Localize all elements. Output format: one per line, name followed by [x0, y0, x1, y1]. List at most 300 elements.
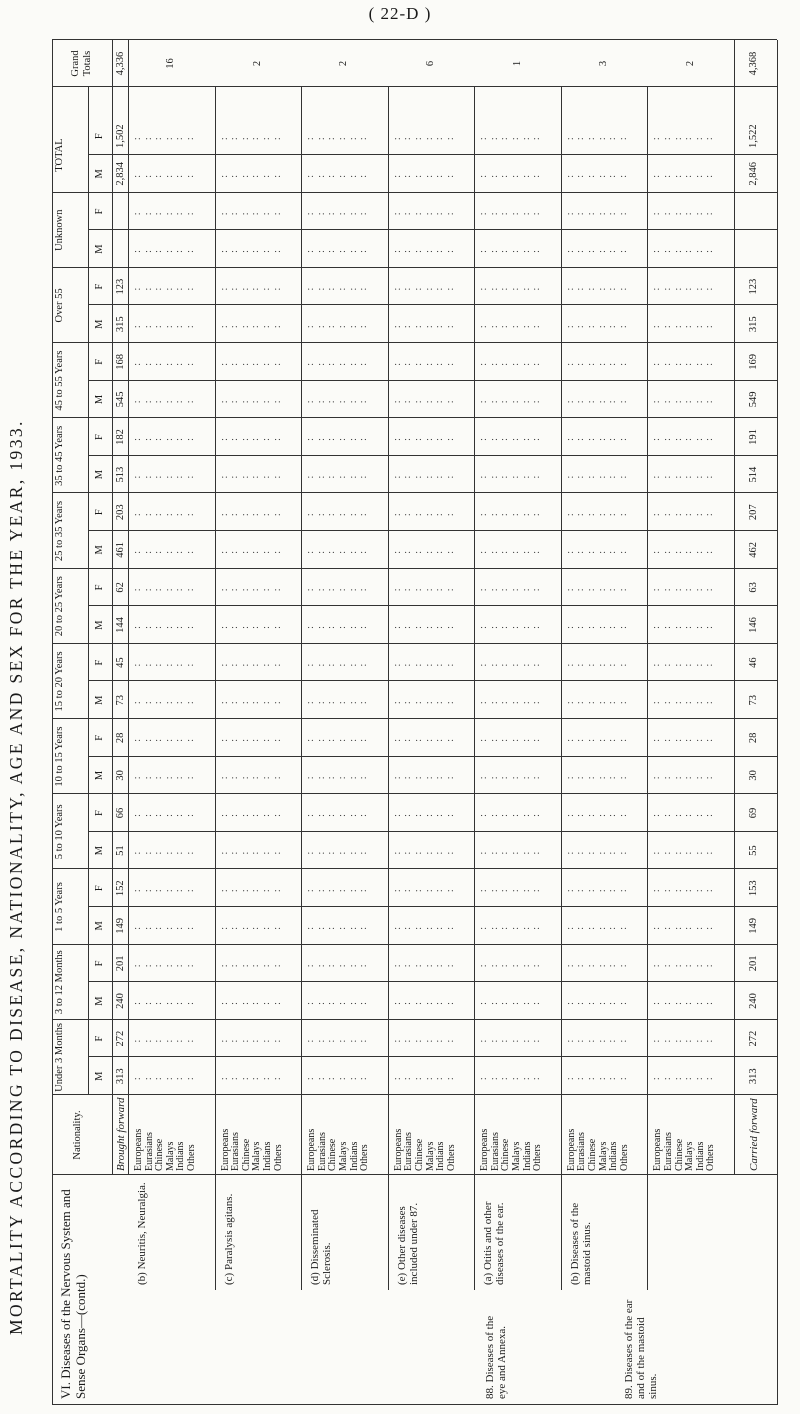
empty-cell-dots: :	[520, 207, 532, 216]
f-header: F	[94, 960, 105, 967]
empty-cell-dots: :	[607, 621, 619, 629]
empty-cell-dots: :	[391, 395, 403, 404]
empty-cell-dots: :	[358, 884, 370, 893]
empty-cell-dots: :	[531, 658, 543, 667]
empty-cell-dots: :	[704, 809, 716, 817]
empty-cell-dots: :	[499, 884, 511, 893]
empty-cell-dots: :	[347, 997, 359, 1005]
empty-cell-dots: :	[586, 884, 598, 893]
f-header: F	[94, 208, 105, 215]
empty-cell-dots: :	[531, 1034, 543, 1043]
nationality-name: Indians	[348, 1141, 360, 1171]
empty-cell-dots: :	[651, 621, 663, 629]
empty-cell-dots: :	[153, 245, 165, 253]
empty-cell-dots: :	[402, 169, 414, 178]
empty-cell-dots: :	[683, 508, 695, 517]
empty-cell-dots: :	[412, 282, 424, 291]
empty-cell-dots: :	[229, 997, 241, 1005]
empty-cell-dots: :	[575, 545, 587, 554]
empty-cell-dots: :	[662, 545, 674, 554]
empty-cell-dots: :	[586, 696, 598, 705]
brought-forward-value: 2,834	[115, 162, 126, 186]
empty-cell-dots: :	[575, 959, 587, 968]
empty-cell-dots: :	[586, 658, 598, 667]
empty-cell-dots: :	[651, 1034, 663, 1043]
empty-cell-dots: :	[662, 696, 674, 705]
empty-cell-dots: :	[662, 621, 674, 629]
empty-cell-dots: :	[704, 470, 716, 479]
empty-cell-dots: :	[564, 583, 576, 592]
empty-cell-dots: :	[672, 282, 684, 291]
empty-cell-dots: :	[617, 282, 629, 291]
empty-cell-dots: :	[596, 282, 608, 291]
brought-forward-value: 201	[115, 955, 126, 972]
nationality-name: Malays	[684, 1141, 696, 1171]
empty-cell-dots: :	[575, 169, 587, 178]
rule-v	[52, 39, 777, 40]
empty-cell-dots: :	[586, 583, 598, 592]
empty-cell-dots: :	[358, 771, 370, 780]
empty-cell-dots: :	[423, 959, 435, 968]
empty-cell-dots: :	[596, 320, 608, 329]
empty-cell-dots: :	[153, 470, 165, 479]
empty-cell-dots: :	[142, 320, 154, 329]
empty-cell-dots: :	[478, 545, 490, 554]
empty-cell-dots: :	[423, 1072, 435, 1081]
empty-cell-dots: :	[564, 169, 576, 178]
empty-cell-dots: :	[617, 320, 629, 329]
empty-cell-dots: :	[218, 921, 230, 930]
empty-cell-dots: :	[336, 433, 348, 441]
empty-cell-dots: :	[478, 696, 490, 705]
empty-cell-dots: :	[347, 921, 359, 930]
empty-cell-dots: :	[423, 809, 435, 817]
empty-cell-dots: :	[271, 508, 283, 517]
empty-cell-dots: :	[596, 809, 608, 817]
empty-cell-dots: :	[586, 771, 598, 780]
empty-cell-dots: :	[672, 921, 684, 930]
empty-cell-dots: :	[132, 433, 143, 441]
empty-cell-dots: :	[693, 245, 705, 253]
empty-cell-dots: :	[336, 846, 348, 855]
empty-cell-dots: :	[347, 771, 359, 780]
empty-cell-dots: :	[596, 395, 608, 404]
empty-cell-dots: :	[478, 621, 490, 629]
empty-cell-dots: :	[683, 696, 695, 705]
empty-cell-dots: :	[358, 282, 370, 291]
empty-cell-dots: :	[704, 696, 716, 705]
nationality-name: Chinese	[587, 1138, 599, 1171]
empty-cell-dots: :	[434, 621, 446, 629]
empty-cell-dots: :	[271, 809, 283, 817]
empty-cell-dots: :	[402, 1034, 414, 1043]
empty-cell-dots: :	[434, 658, 446, 667]
empty-cell-dots: :	[153, 809, 165, 817]
disease-name: (a) Otitis and other diseases of the ear.	[482, 1201, 507, 1285]
empty-cell-dots: :	[444, 809, 456, 817]
empty-cell-dots: :	[402, 959, 414, 968]
empty-cell-dots: :	[260, 884, 272, 893]
empty-cell-dots: :	[271, 583, 283, 592]
f-header: F	[94, 434, 105, 440]
empty-cell-dots: :	[402, 282, 414, 291]
empty-cell-dots: :	[336, 997, 348, 1005]
empty-cell-dots: :	[185, 921, 196, 930]
empty-cell-dots: :	[434, 132, 446, 141]
carried-forward-value: 169	[748, 353, 759, 370]
empty-cell-dots: :	[520, 771, 532, 780]
empty-cell-dots: :	[488, 771, 500, 780]
nationality-name: Indians	[608, 1141, 620, 1171]
empty-cell-dots: :	[174, 169, 186, 178]
carried-forward-value: 153	[748, 880, 759, 897]
empty-cell-dots: :	[153, 921, 165, 930]
empty-cell-dots: :	[185, 696, 196, 705]
empty-cell-dots: :	[412, 433, 424, 441]
empty-cell-dots: :	[672, 771, 684, 780]
empty-cell-dots: :	[704, 658, 716, 667]
empty-cell-dots: :	[315, 207, 327, 216]
empty-cell-dots: :	[423, 207, 435, 216]
empty-cell-dots: :	[607, 508, 619, 517]
empty-cell-dots: :	[218, 621, 230, 629]
empty-cell-dots: :	[271, 1034, 283, 1043]
empty-cell-dots: :	[510, 959, 522, 968]
empty-cell-dots: :	[693, 470, 705, 479]
empty-cell-dots: :	[402, 470, 414, 479]
empty-cell-dots: :	[617, 132, 629, 141]
rule-h	[388, 87, 389, 1290]
empty-cell-dots: :	[672, 809, 684, 817]
empty-cell-dots: :	[617, 884, 629, 893]
empty-cell-dots: :	[132, 132, 143, 141]
empty-cell-dots: :	[326, 433, 338, 441]
empty-cell-dots: :	[607, 997, 619, 1005]
mortality-table	[52, 40, 777, 1405]
empty-cell-dots: :	[336, 884, 348, 893]
empty-cell-dots: :	[617, 433, 629, 441]
empty-cell-dots: :	[564, 658, 576, 667]
empty-cell-dots: :	[260, 658, 272, 667]
empty-cell-dots: :	[444, 696, 456, 705]
empty-cell-dots: :	[347, 846, 359, 855]
empty-cell-dots: :	[444, 132, 456, 141]
empty-cell-dots: :	[662, 583, 674, 592]
age-group-header: Unknown	[54, 209, 65, 251]
empty-cell-dots: :	[531, 959, 543, 968]
empty-cell-dots: :	[510, 884, 522, 893]
empty-cell-dots: :	[185, 470, 196, 479]
empty-cell-dots: :	[174, 621, 186, 629]
empty-cell-dots: :	[564, 1072, 576, 1081]
empty-cell-dots: :	[347, 132, 359, 141]
empty-cell-dots: :	[488, 433, 500, 441]
empty-cell-dots: :	[510, 357, 522, 366]
empty-cell-dots: :	[163, 282, 175, 291]
empty-cell-dots: :	[326, 846, 338, 855]
empty-cell-dots: :	[142, 433, 154, 441]
empty-cell-dots: :	[412, 658, 424, 667]
empty-cell-dots: :	[510, 658, 522, 667]
age-group-header: TOTAL	[54, 138, 65, 172]
empty-cell-dots: :	[662, 207, 674, 216]
empty-cell-dots: :	[347, 282, 359, 291]
empty-cell-dots: :	[488, 959, 500, 968]
empty-cell-dots: :	[662, 470, 674, 479]
empty-cell-dots: :	[510, 921, 522, 930]
empty-cell-dots: :	[531, 169, 543, 178]
empty-cell-dots: :	[683, 207, 695, 216]
empty-cell-dots: :	[358, 169, 370, 178]
empty-cell-dots: :	[185, 545, 196, 554]
empty-cell-dots: :	[607, 320, 619, 329]
empty-cell-dots: :	[153, 132, 165, 141]
nationality-name: Chinese	[240, 1138, 252, 1171]
f-header: F	[94, 885, 105, 892]
empty-cell-dots: :	[412, 320, 424, 329]
empty-cell-dots: :	[402, 583, 414, 592]
carried-forward-value: 55	[748, 845, 759, 856]
empty-cell-dots: :	[260, 169, 272, 178]
empty-cell-dots: :	[271, 696, 283, 705]
empty-cell-dots: :	[391, 921, 403, 930]
carried-forward-value: 514	[748, 466, 759, 483]
empty-cell-dots: :	[510, 132, 522, 141]
empty-cell-dots: :	[423, 621, 435, 629]
carried-forward-value: 240	[748, 993, 759, 1009]
empty-cell-dots: :	[142, 733, 154, 742]
empty-cell-dots: :	[672, 1072, 684, 1081]
m-header: M	[94, 996, 105, 1006]
age-group-header: 5 to 10 Years	[54, 804, 65, 860]
nationality-name: Eurasians	[230, 1132, 242, 1171]
rule-h	[474, 87, 475, 1290]
empty-cell-dots: :	[153, 1034, 165, 1043]
empty-cell-dots: :	[478, 433, 490, 441]
empty-cell-dots: :	[444, 545, 456, 554]
empty-cell-dots: :	[617, 207, 629, 216]
empty-cell-dots: :	[250, 809, 262, 817]
group-grand-total: 3	[598, 60, 610, 67]
empty-cell-dots: :	[185, 169, 196, 178]
empty-cell-dots: :	[672, 470, 684, 479]
empty-cell-dots: :	[142, 1034, 154, 1043]
nationality-name: Malays	[424, 1141, 436, 1171]
empty-cell-dots: :	[520, 959, 532, 968]
empty-cell-dots: :	[174, 959, 186, 968]
empty-cell-dots: :	[185, 132, 196, 141]
empty-cell-dots: :	[239, 395, 251, 404]
empty-cell-dots: :	[163, 959, 175, 968]
empty-cell-dots: :	[444, 959, 456, 968]
empty-cell-dots: :	[596, 207, 608, 216]
empty-cell-dots: :	[315, 169, 327, 178]
empty-cell-dots: :	[250, 621, 262, 629]
nationality-name: Others	[272, 1144, 284, 1171]
empty-cell-dots: :	[218, 169, 230, 178]
empty-cell-dots: :	[260, 132, 272, 141]
empty-cell-dots: :	[564, 809, 576, 817]
page-number: ( 22-D )	[368, 4, 432, 23]
empty-cell-dots: :	[326, 320, 338, 329]
empty-cell-dots: :	[163, 395, 175, 404]
empty-cell-dots: :	[510, 433, 522, 441]
empty-cell-dots: :	[704, 132, 716, 141]
empty-cell-dots: :	[617, 733, 629, 742]
empty-cell-dots: :	[305, 433, 317, 441]
empty-cell-dots: :	[520, 733, 532, 742]
empty-cell-dots: :	[586, 1034, 598, 1043]
empty-cell-dots: :	[499, 1072, 511, 1081]
nationality-name: Chinese	[154, 1138, 166, 1171]
empty-cell-dots: :	[347, 733, 359, 742]
empty-cell-dots: :	[607, 132, 619, 141]
carried-forward-value: 146	[748, 617, 759, 633]
empty-cell-dots: :	[478, 169, 490, 178]
carried-forward-value: 313	[748, 1068, 759, 1085]
empty-cell-dots: :	[662, 169, 674, 178]
empty-cell-dots: :	[683, 884, 695, 893]
empty-cell-dots: :	[132, 733, 143, 742]
empty-cell-dots: :	[142, 508, 154, 517]
brought-forward-value: 182	[115, 429, 126, 445]
empty-cell-dots: :	[358, 357, 370, 366]
empty-cell-dots: :	[575, 395, 587, 404]
empty-cell-dots: :	[153, 771, 165, 780]
empty-cell-dots: :	[499, 621, 511, 629]
empty-cell-dots: :	[564, 320, 576, 329]
empty-cell-dots: :	[271, 207, 283, 216]
empty-cell-dots: :	[229, 395, 241, 404]
m-header: M	[94, 921, 105, 931]
carried-forward-value: 201	[748, 955, 759, 972]
empty-cell-dots: :	[185, 320, 196, 329]
empty-cell-dots: :	[402, 621, 414, 629]
f-header: F	[94, 810, 105, 816]
empty-cell-dots: :	[174, 545, 186, 554]
empty-cell-dots: :	[271, 771, 283, 780]
empty-cell-dots: :	[271, 470, 283, 479]
empty-cell-dots: :	[315, 583, 327, 592]
empty-cell-dots: :	[499, 658, 511, 667]
empty-cell-dots: :	[434, 1072, 446, 1081]
empty-cell-dots: :	[132, 809, 143, 817]
carried-forward-value: 272	[748, 1030, 759, 1047]
empty-cell-dots: :	[347, 809, 359, 817]
empty-cell-dots: :	[607, 583, 619, 592]
empty-cell-dots: :	[607, 395, 619, 404]
carried-forward-value: 1,522	[748, 124, 759, 149]
empty-cell-dots: :	[531, 809, 543, 817]
empty-cell-dots: :	[423, 470, 435, 479]
empty-cell-dots: :	[305, 921, 317, 930]
empty-cell-dots: :	[693, 132, 705, 141]
empty-cell-dots: :	[174, 357, 186, 366]
empty-cell-dots: :	[132, 959, 143, 968]
empty-cell-dots: :	[185, 846, 196, 855]
empty-cell-dots: :	[520, 282, 532, 291]
empty-cell-dots: :	[132, 1034, 143, 1043]
empty-cell-dots: :	[305, 583, 317, 592]
empty-cell-dots: :	[662, 997, 674, 1005]
empty-cell-dots: :	[607, 921, 619, 930]
empty-cell-dots: :	[575, 658, 587, 667]
empty-cell-dots: :	[336, 809, 348, 817]
empty-cell-dots: :	[260, 357, 272, 366]
empty-cell-dots: :	[391, 621, 403, 629]
empty-cell-dots: :	[478, 1072, 490, 1081]
empty-cell-dots: :	[391, 733, 403, 742]
empty-cell-dots: :	[596, 508, 608, 517]
brought-forward-value: 461	[115, 541, 126, 558]
empty-cell-dots: :	[305, 207, 317, 216]
empty-cell-dots: :	[564, 1034, 576, 1043]
empty-cell-dots: :	[326, 132, 338, 141]
empty-cell-dots: :	[218, 433, 230, 441]
empty-cell-dots: :	[444, 1072, 456, 1081]
empty-cell-dots: :	[305, 621, 317, 629]
empty-cell-dots: :	[499, 846, 511, 855]
empty-cell-dots: :	[575, 282, 587, 291]
empty-cell-dots: :	[250, 1072, 262, 1081]
empty-cell-dots: :	[531, 508, 543, 517]
empty-cell-dots: :	[163, 1034, 175, 1043]
empty-cell-dots: :	[239, 884, 251, 893]
nationality-name: Eurasians	[403, 1132, 415, 1171]
empty-cell-dots: :	[607, 433, 619, 441]
empty-cell-dots: :	[575, 809, 587, 817]
empty-cell-dots: :	[305, 809, 317, 817]
empty-cell-dots: :	[358, 132, 370, 141]
empty-cell-dots: :	[651, 884, 663, 893]
empty-cell-dots: :	[239, 846, 251, 855]
empty-cell-dots: :	[153, 959, 165, 968]
empty-cell-dots: :	[672, 357, 684, 366]
empty-cell-dots: :	[434, 245, 446, 253]
empty-cell-dots: :	[596, 433, 608, 441]
empty-cell-dots: :	[488, 1072, 500, 1081]
empty-cell-dots: :	[218, 959, 230, 968]
empty-cell-dots: :	[239, 921, 251, 930]
empty-cell-dots: :	[499, 809, 511, 817]
empty-cell-dots: :	[163, 621, 175, 629]
empty-cell-dots: :	[586, 997, 598, 1005]
empty-cell-dots: :	[564, 733, 576, 742]
empty-cell-dots: :	[250, 771, 262, 780]
empty-cell-dots: :	[163, 132, 175, 141]
empty-cell-dots: :	[402, 395, 414, 404]
empty-cell-dots: :	[596, 245, 608, 253]
empty-cell-dots: :	[444, 320, 456, 329]
empty-cell-dots: :	[693, 169, 705, 178]
empty-cell-dots: :	[693, 282, 705, 291]
nationality-name: Others	[618, 1144, 630, 1171]
empty-cell-dots: :	[132, 846, 143, 855]
empty-cell-dots: :	[704, 245, 716, 253]
empty-cell-dots: :	[260, 583, 272, 592]
empty-cell-dots: :	[142, 771, 154, 780]
empty-cell-dots: :	[347, 545, 359, 554]
empty-cell-dots: :	[412, 809, 424, 817]
empty-cell-dots: :	[315, 884, 327, 893]
empty-cell-dots: :	[444, 846, 456, 855]
empty-cell-dots: :	[250, 470, 262, 479]
empty-cell-dots: :	[305, 771, 317, 780]
empty-cell-dots: :	[402, 132, 414, 141]
empty-cell-dots: :	[142, 959, 154, 968]
empty-cell-dots: :	[488, 545, 500, 554]
empty-cell-dots: :	[423, 245, 435, 253]
